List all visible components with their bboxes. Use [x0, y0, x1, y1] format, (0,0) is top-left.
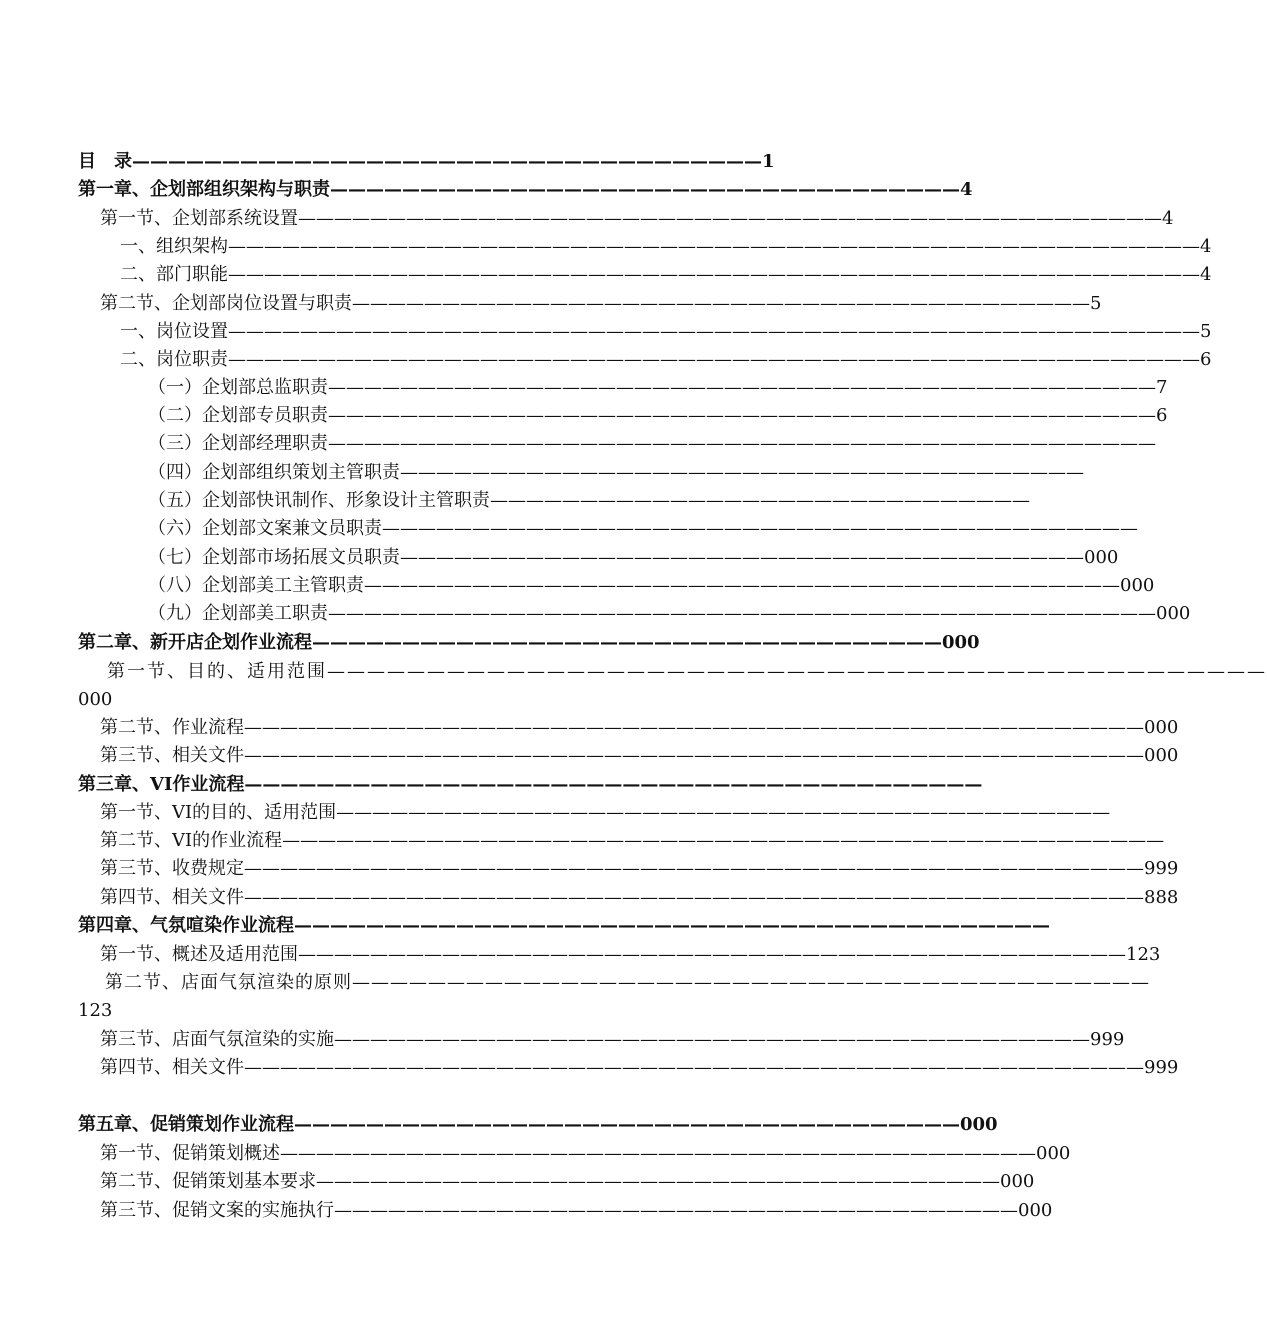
toc-section-3-2: 第二节、VI的作业流程————————————————————————————————————————————————— — [100, 830, 1165, 851]
toc-page-number: 123 — [78, 1000, 113, 1021]
toc-subitem-4: （四）企划部组织策划主管职责—————————————————————————————————————— — [148, 462, 1084, 483]
toc-section-2-3: 第三节、相关文件——————————————————————————————————————————————————000 — [100, 745, 1179, 766]
toc-subitem-5: （五）企划部快讯制作、形象设计主管职责—————————————————————————————— — [148, 490, 1030, 511]
toc-subitem-6: （六）企划部文案兼文员职责—————————————————————————————————————————— — [148, 518, 1138, 539]
toc-chapter-2: 第二章、新开店企划作业流程———————————————————————————————————000 — [78, 632, 980, 653]
toc-title: 目 录———————————————————————————————————1 — [78, 151, 775, 172]
toc-item-4: 二、岗位职责——————————————————————————————————————————————————————6 — [120, 349, 1212, 370]
toc-chapter-1: 第一章、企划部组织架构与职责———————————————————————————————————4 — [78, 179, 973, 200]
toc-subitem-7: （七）企划部市场拓展文员职责——————————————————————————————————————000 — [148, 547, 1119, 568]
toc-section-1-2: 第二节、企划部岗位设置与职责—————————————————————————————————————————5 — [100, 293, 1102, 314]
toc-chapter-3: 第三章、VI作业流程————————————————————————————————————————— — [78, 774, 983, 795]
toc-section-3-1: 第一节、VI的目的、适用范围——————————————————————————————————————————— — [100, 802, 1111, 823]
toc-subitem-1: （一）企划部总监职责——————————————————————————————————————————————7 — [148, 377, 1168, 398]
toc-section-4-2: 第二节、店面气氛渲染的原则—————————————————————————————————————————— — [105, 972, 1150, 993]
toc-page-number: 000 — [78, 689, 113, 710]
toc-subitem-9: （九）企划部美工职责——————————————————————————————————————————————000 — [148, 603, 1191, 624]
toc-subitem-3: （三）企划部经理职责—————————————————————————————————————————————— — [148, 433, 1156, 454]
toc-section-3-3: 第三节、收费规定——————————————————————————————————————————————————999 — [100, 858, 1179, 879]
toc-subitem-8: （八）企划部美工主管职责——————————————————————————————————————————000 — [148, 575, 1155, 596]
toc-subitem-2: （二）企划部专员职责——————————————————————————————————————————————6 — [148, 405, 1168, 426]
toc-section-4-4: 第四节、相关文件——————————————————————————————————————————————————999 — [100, 1057, 1179, 1078]
toc-section-4-3: 第三节、店面气氛渲染的实施——————————————————————————————————————————999 — [100, 1029, 1125, 1050]
toc-section-4-1: 第一节、概述及适用范围——————————————————————————————————————————————123 — [100, 944, 1161, 965]
toc-section-2-2: 第二节、作业流程——————————————————————————————————————————————————000 — [100, 717, 1179, 738]
toc-chapter-5: 第五章、促销策划作业流程—————————————————————————————————————000 — [78, 1114, 998, 1135]
toc-section-5-3: 第三节、促销文案的实施执行——————————————————————————————————————000 — [100, 1200, 1053, 1221]
toc-item-1: 一、组织架构——————————————————————————————————————————————————————4 — [120, 236, 1212, 257]
toc-item-2: 二、部门职能——————————————————————————————————————————————————————4 — [120, 264, 1212, 285]
toc-section-2-1: 第一节、目的、适用范围——————————————————————————————————————————————— — [107, 661, 1267, 682]
toc-chapter-4: 第四章、气氛喧染作业流程—————————————————————————————————————————— — [78, 915, 1050, 936]
toc-section-1-1: 第一节、企划部系统设置————————————————————————————————————————————————4 — [100, 208, 1174, 229]
toc-section-5-2: 第二节、促销策划基本要求——————————————————————————————————————000 — [100, 1171, 1035, 1192]
toc-section-5-1: 第一节、促销策划概述——————————————————————————————————————————000 — [100, 1143, 1071, 1164]
toc-item-3: 一、岗位设置——————————————————————————————————————————————————————5 — [120, 321, 1212, 342]
toc-section-3-4: 第四节、相关文件——————————————————————————————————————————————————888 — [100, 887, 1179, 908]
